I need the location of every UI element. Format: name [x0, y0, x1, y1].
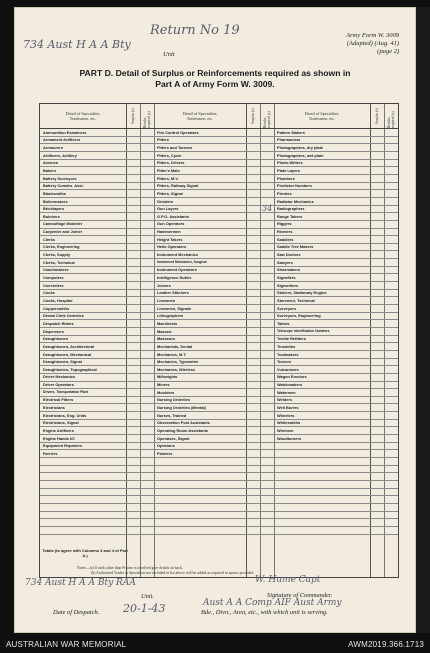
table-row-rule [40, 495, 398, 496]
col1-specialist-cell: Draughtsmen [43, 336, 69, 342]
unit-label: Unit [163, 51, 175, 58]
col3-specialist-cell: Wiremen [277, 428, 294, 433]
col3-specialist-cell: Tinsmiths [277, 343, 296, 349]
col3-specialist-cell: Woodturners [277, 435, 302, 441]
col1-specialist-cell: Coachmakers [43, 267, 69, 273]
footer-signature-label: Signature of Commander. [267, 592, 333, 599]
col1-specialist-cell: Butchers [43, 213, 60, 219]
col1-specialist-cell: Bakers [43, 167, 56, 173]
col3-specialist-cell: Riggers [277, 221, 292, 227]
col1-specialist-cell: Engine Artificers [43, 428, 74, 433]
col1-specialist-cell: Clerks, Engineering [43, 244, 80, 250]
col3-specialist-cell: Surveyors [277, 305, 297, 311]
table-row-rule [40, 534, 398, 535]
table-row-rule [40, 480, 398, 481]
table-vertical-rule [274, 104, 275, 577]
col3-reinf-header: Reinfts. required (s) [387, 111, 395, 128]
col2-specialist-cell: Fire Control Operators [157, 129, 199, 135]
col1-reinf-header: Reinfts. required (s) [143, 111, 151, 128]
col3-specialist-cell: Well Borers [277, 405, 299, 410]
col1-specialist-cell: Clerks, Technical [43, 259, 75, 265]
col2-specialist-cell: Instrument Mechanics [157, 252, 199, 257]
table-vertical-rule [246, 104, 247, 577]
col1-specialist-cell: Ammunition Examiners [43, 129, 87, 135]
col2-specialist-cell: Operating Room Assistants [157, 428, 209, 433]
col3-specialist-cell: Vulcanisers [277, 366, 299, 372]
table-row-rule [40, 457, 398, 458]
table-row-rule [40, 518, 398, 519]
col1-specialist-cell: Battery Comdrs. Asst. [43, 183, 84, 189]
table-row-rule [40, 526, 398, 527]
col1-specialist-cell: Armourers [43, 144, 63, 150]
col3-specialist-cell: Wheelers [277, 412, 295, 418]
col2-specialist-cell: Moulders [157, 389, 175, 395]
table-row-rule [40, 488, 398, 489]
col3-specialist-cell: Signallers [277, 274, 296, 280]
col2-specialist-cell: Instrument Mechanics, Surgical [157, 259, 207, 264]
col1-specialist-cell: Concreters [43, 282, 64, 288]
col3-specialist-cell: Whitesmiths [277, 420, 301, 426]
col2-specialist-cell: Instrument Operators [157, 267, 197, 273]
col2-specialist-cell: Masseurs [157, 336, 175, 342]
col2-specialist-cell: Gun Operators [157, 221, 185, 227]
col1-specialist-cell: Carpenter and Joiner [43, 229, 83, 234]
col1-header: Detail of Specialists, Tradesmen, etc. [65, 111, 101, 121]
page-title: PART D. Detail of Surplus or Reinforcements required as shown in Part A of Army Form W. 3009. [79, 68, 351, 89]
col3-specialist-cell: Saw Doctors [277, 252, 301, 257]
col1-specialist-cell: Draughtsmen, Mechanical [43, 351, 92, 357]
table-row-rule [40, 472, 398, 473]
col3-header: Detail of Specialists, Tradesmen, etc. [304, 111, 340, 121]
col3-specialist-cell: Watchmakers [277, 382, 303, 388]
col1-specialist-cell: Electricians, Eng. Units [43, 412, 87, 418]
col2-specialist-cell: Fitters [157, 137, 169, 143]
col3-specialist-cell: Saddlers [277, 236, 294, 242]
col2-specialist-cell: Opticians [157, 443, 175, 449]
col3-specialist-cell: Turners [277, 359, 292, 365]
col1-specialist-cell: Farriers [43, 450, 58, 456]
col1-specialist-cell: Artificers, Artillery [43, 152, 77, 158]
col3-specialist-cell: Welders [277, 397, 293, 403]
col1-specialist-cell: Blacksmiths [43, 190, 66, 196]
form-identifier: Army Form W. 3009 (Adapted) (Aug. 41) (page 2) [346, 32, 399, 55]
col1-specialist-cell: Cooks [43, 290, 55, 296]
col3-specialist-cell: Saddle Tree Makers [277, 244, 314, 250]
col3-specialist-cell: Watermen [277, 389, 296, 395]
col2-specialist-cell: Nurses, Trained [157, 412, 187, 418]
col2-specialist-cell: G.P.O. Assistants [157, 213, 190, 219]
col3-specialist-cell: Sawyers [277, 259, 293, 265]
col3-specialist-cell: Shoemakers [277, 267, 301, 273]
col3-specialist-cell: Pattern Makers [277, 129, 305, 135]
col1-specialist-cell: Drivers, Transportation Plant [43, 389, 89, 394]
col1-specialist-cell: Bricklayers [43, 206, 64, 212]
col3-specialist-cell: Riveters [277, 229, 293, 234]
col2-specialist-cell: Mechanics, Typewriter [157, 359, 199, 365]
col3-specialist-cell: Photographers, dry plate [277, 144, 324, 150]
col2-surplus-header: Surplus (s) [251, 108, 255, 124]
form-sheet [14, 7, 416, 633]
col2-header: Detail of Specialists, Tradesmen, etc. [182, 111, 218, 121]
col3-specialist-cell: Surveyors, Engineering [277, 313, 321, 319]
col2-specialist-cell: Painters [157, 450, 173, 456]
col3-specialist-cell: Telescope Identification Numbers [277, 328, 330, 333]
handwritten-signature: W. Hume Capt [255, 575, 321, 585]
footer-despatch-label: Date of Despatch. [53, 609, 100, 616]
col2-specialist-cell: Miners [157, 382, 170, 388]
col2-specialist-cell: Intelligence Duties [157, 274, 192, 280]
col3-specialist-cell: Radiographers [277, 206, 305, 212]
col2-specialist-cell: Gun Layers [157, 206, 179, 212]
col1-specialist-cell: Electrical Fitters [43, 397, 74, 403]
col2-specialist-cell: Height Takers [157, 236, 183, 242]
handwritten-return-number: Return No 19 [150, 23, 240, 38]
col2-specialist-cell: Operators, Signal [157, 435, 190, 441]
col2-specialist-cell: Joiners [157, 282, 171, 288]
col1-surplus-header: Surplus (s) [131, 108, 135, 124]
col2-specialist-cell: Fitters, Drivers [157, 160, 185, 166]
col1-specialist-cell: Boilermakers [43, 198, 68, 204]
col2-specialist-cell: Mechanics, M.T. [157, 351, 187, 357]
col3-specialist-cell: Signwriters [277, 282, 299, 288]
col2-specialist-cell: Masons [157, 328, 172, 334]
col2-specialist-cell: Observation Post Assistants [157, 420, 210, 426]
col3-specialist-cell: Pharmacists [277, 137, 301, 143]
col2-specialist-cell: Fitters, Signal [157, 190, 183, 196]
col1-specialist-cell: Axemen [43, 160, 59, 166]
handwritten-bde: Aust A A Comp AIF Aust Army [203, 598, 342, 608]
col1-specialist-cell: Battery Surveyors [43, 175, 77, 181]
col1-specialist-cell: Camouflage Modeller [43, 221, 83, 227]
col2-specialist-cell: Mechanics, Wireless [157, 366, 196, 372]
col2-specialist-cell: Fitter's Mate [157, 167, 180, 173]
col2-specialist-cell: Fitters, Cycle [157, 152, 182, 158]
col1-specialist-cell: Clerks, Supply [43, 252, 71, 257]
specialists-table [39, 103, 399, 578]
table-vertical-rule [260, 104, 261, 577]
col2-reinf-header: Reinfts. required (s) [263, 111, 271, 128]
table-vertical-rule [370, 104, 371, 577]
col3-specialist-cell: Toolmakers [277, 351, 299, 357]
col2-specialist-cell: Nursing Orderlies [157, 397, 190, 403]
col2-specialist-cell: Lithographers [157, 313, 184, 319]
col2-specialist-cell: Fitters and Turners [157, 144, 193, 150]
col2-specialist-cell: Fitters, M.V. [157, 175, 179, 181]
col3-specialist-cell: Textile Refitters [277, 336, 306, 342]
handwritten-unit-name: 734 Aust H A A Bty [23, 38, 131, 51]
col1-specialist-cell: Draughtsmen, Architectural [43, 343, 95, 349]
col1-specialist-cell: Equipment Repairers [43, 443, 83, 449]
col3-specialist-cell: Wagon Erectors [277, 374, 307, 380]
col1-specialist-cell: Dispensers [43, 328, 64, 334]
footer-unit-label: Unit. [141, 593, 154, 600]
col2-specialist-cell: Helio Operators [157, 244, 187, 250]
col3-specialist-cell: Stokers, Stationary Engine [277, 290, 327, 296]
handwritten-footer-unit: 734 Aust H A A Bty RAA [25, 578, 136, 588]
col3-specialist-cell: Radiator Mechanics [277, 198, 314, 204]
totals-label: Totals (to agree with Columns 3 and 4 of Part A.) [42, 548, 128, 558]
table-row-rule [40, 503, 398, 504]
col1-specialist-cell: Dental Clerk Orderlies [43, 313, 84, 319]
col1-specialist-cell: Coppersmiths [43, 305, 70, 311]
col2-specialist-cell: Linesmen [157, 297, 176, 303]
col2-specialist-cell: Nursing Orderlies (Mental) [157, 405, 206, 410]
col3-specialist-cell: Range Takers [277, 213, 303, 219]
col2-specialist-cell: Hammermen [157, 229, 181, 234]
table-row-rule [40, 465, 398, 466]
col2-specialist-cell: Linesmen, Signals [157, 305, 192, 311]
col1-specialist-cell: Driver Mechanics [43, 374, 76, 380]
handwritten-reinforcement-value: 34 [262, 203, 273, 213]
col1-specialist-cell: Computers [43, 274, 64, 280]
notes: Notes—(a) If rank other than Private is involved give details on back. (b) Authorised Trades or Specialists not included in list above will be added as required in spaces provided. [77, 566, 255, 575]
caption-institution: AUSTRALIAN WAR MEMORIAL [6, 640, 127, 649]
col2-specialist-cell: Grinders [157, 198, 174, 204]
col3-specialist-cell: Photo-Writers [277, 160, 303, 166]
col3-specialist-cell: Tailors [277, 320, 290, 326]
col1-specialist-cell: Draughtsmen, Topographical [43, 366, 97, 372]
caption-accession: AWM2019.366.1713 [348, 640, 424, 649]
col3-specialist-cell: Photographers, wet plate [277, 152, 324, 158]
table-vertical-rule [126, 104, 127, 577]
col2-specialist-cell: Machinists [157, 320, 178, 326]
col2-specialist-cell: Millwrights [157, 374, 178, 380]
col2-specialist-cell: Fitters, Railway Signal [157, 183, 199, 189]
col3-specialist-cell: Plate Layers [277, 167, 300, 173]
col1-specialist-cell: Armament Artificers [43, 137, 81, 143]
table-vertical-rule [384, 104, 385, 577]
col1-specialist-cell: Cooks, Hospital [43, 297, 73, 303]
handwritten-despatch-date: 20-1-43 [123, 602, 166, 615]
col1-specialist-cell: Draughtsmen, Signal [43, 359, 82, 365]
col1-specialist-cell: Engine Hands I/C [43, 435, 75, 441]
col1-specialist-cell: Electricians, Signal [43, 420, 79, 426]
footer-bde-label: Bde., Divn., Area, etc., with which unit is serving. [201, 609, 328, 616]
table-vertical-rule [154, 104, 155, 577]
col1-specialist-cell: Driver Operators [43, 382, 74, 388]
table-vertical-rule [140, 104, 141, 577]
col3-specialist-cell: Printers [277, 190, 292, 196]
scan-edge [416, 7, 430, 633]
col2-specialist-cell: Mechanists, Dental [157, 343, 193, 349]
table-row-rule [40, 511, 398, 512]
col1-specialist-cell: Electricians [43, 405, 65, 410]
col3-specialist-cell: Storemen, Technical [277, 297, 315, 303]
col2-specialist-cell: Leather Stitchers [157, 290, 189, 296]
col3-surplus-header: Surplus (s) [375, 108, 379, 124]
col3-specialist-cell: Predictor Numbers [277, 183, 313, 189]
col1-specialist-cell: Clerks [43, 236, 55, 242]
col1-specialist-cell: Despatch Riders [43, 320, 74, 326]
col3-specialist-cell: Plumbers [277, 175, 295, 181]
